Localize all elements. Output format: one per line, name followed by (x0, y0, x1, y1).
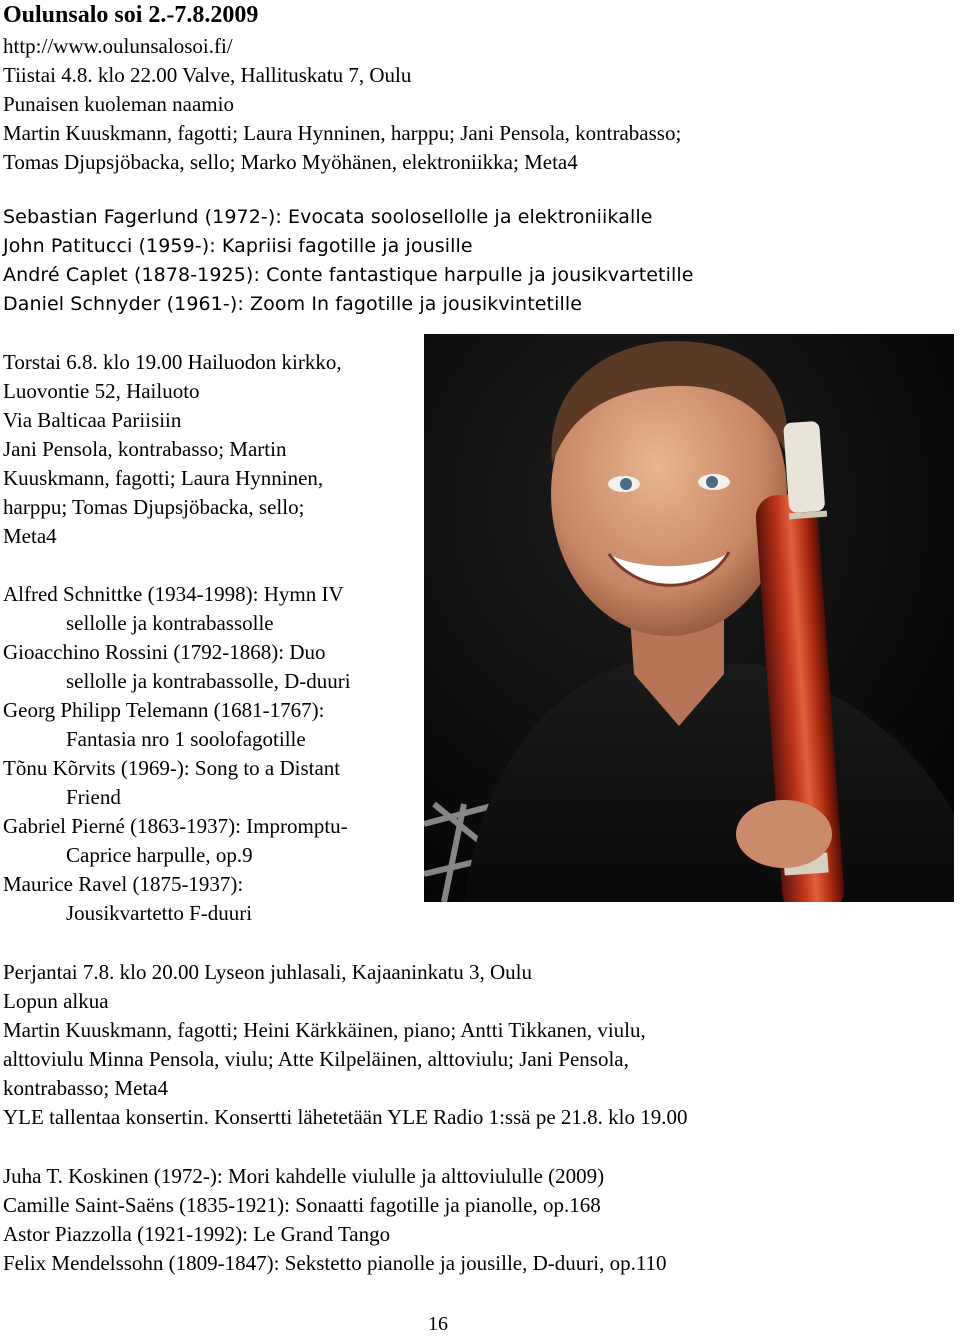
program-item: Sebastian Fagerlund (1972-): Evocata soolosellolle ja elektroniikalle (3, 206, 653, 228)
program-item: Georg Philipp Telemann (1681-1767): (3, 698, 325, 722)
concert1-performers: Tomas Djupsjöbacka, sello; Marko Myöhänen, elektroniikka; Meta4 (3, 150, 578, 174)
concert3-title: Lopun alkua (3, 989, 109, 1013)
program-item-continuation: sellolle ja kontrabassolle (66, 611, 274, 635)
concert2-info (3, 348, 342, 551)
program-item-continuation: Caprice harpulle, op.9 (66, 843, 253, 867)
concert1-date-venue: Tiistai 4.8. klo 22.00 Valve, Hallituskatu 7, Oulu (3, 63, 412, 87)
program-item-continuation: Fantasia nro 1 soolofagotille (66, 727, 306, 751)
page-number: 16 (428, 1313, 448, 1335)
concert3-performers: kontrabasso; Meta4 (3, 1076, 169, 1100)
program-item: Gioacchino Rossini (1792-1868): Duo (3, 640, 326, 664)
program-item-continuation: Friend (66, 785, 121, 809)
concert2-performers: harppu; Tomas Djupsjöbacka, sello; (3, 495, 305, 519)
musician-photo (424, 334, 954, 902)
concert1-program (3, 203, 694, 319)
broadcast-note: YLE tallentaa konsertin. Konsertti lähetetään YLE Radio 1:ssä pe 21.8. klo 19.00 (3, 1105, 688, 1129)
concert2-performers: Kuuskmann, fagotti; Laura Hynninen, (3, 466, 324, 490)
program-item-continuation: sellolle ja kontrabassolle, D-duuri (66, 669, 351, 693)
program-item: Gabriel Pierné (1863-1937): Impromptu- (3, 814, 348, 838)
concert1-title: Punaisen kuoleman naamio (3, 92, 234, 116)
program-item: Maurice Ravel (1875-1937): (3, 872, 244, 896)
program-item: Camille Saint-Saëns (1835-1921): Sonaatti fagotille ja pianolle, op.168 (3, 1193, 601, 1217)
concert2-address: Luovontie 52, Hailuoto (3, 379, 200, 403)
program-item: Alfred Schnittke (1934-1998): Hymn IV (3, 582, 344, 606)
concert2-performers: Jani Pensola, kontrabasso; Martin (3, 437, 287, 461)
concert2-title: Via Balticaa Pariisiin (3, 408, 182, 432)
header-block (3, 0, 681, 177)
concert3-info (3, 958, 687, 1132)
festival-url[interactable]: http://www.oulunsalosoi.fi/ (3, 34, 233, 58)
page-title: Oulunsalo soi 2.-7.8.2009 (3, 2, 259, 28)
program-item: John Patitucci (1959-): Kapriisi fagotille ja jousille (3, 235, 473, 257)
program-item: Tõnu Kõrvits (1969-): Song to a Distant (3, 756, 341, 780)
program-item: Felix Mendelssohn (1809-1847): Sekstetto pianolle ja jousille, D-duuri, op.110 (3, 1251, 667, 1275)
concert3-program (3, 1162, 667, 1278)
concert3-performers: alttoviulu Minna Pensola, viulu; Atte Kilpeläinen, alttoviulu; Jani Pensola, (3, 1047, 629, 1071)
program-item-continuation: Jousikvartetto F-duuri (66, 901, 253, 925)
program-item: Juha T. Koskinen (1972-): Mori kahdelle viululle ja alttoviululle (2009) (3, 1164, 605, 1188)
bassoonist-image (424, 334, 954, 902)
concert3-performers: Martin Kuuskmann, fagotti; Heini Kärkkäinen, piano; Antti Tikkanen, viulu, (3, 1018, 646, 1042)
concert1-performers: Martin Kuuskmann, fagotti; Laura Hynninen, harppu; Jani Pensola, kontrabasso; (3, 121, 682, 145)
concert2-program (3, 580, 351, 928)
concert2-date-venue: Torstai 6.8. klo 19.00 Hailuodon kirkko, (3, 350, 342, 374)
concert3-date-venue: Perjantai 7.8. klo 20.00 Lyseon juhlasali, Kajaaninkatu 3, Oulu (3, 960, 532, 984)
program-item: André Caplet (1878-1925): Conte fantastique harpulle ja jousikvartetille (3, 264, 694, 286)
program-item: Daniel Schnyder (1961-): Zoom In fagotille ja jousikvintetille (3, 293, 583, 315)
program-item: Astor Piazzolla (1921-1992): Le Grand Tango (3, 1222, 391, 1246)
concert2-performers: Meta4 (3, 524, 57, 548)
